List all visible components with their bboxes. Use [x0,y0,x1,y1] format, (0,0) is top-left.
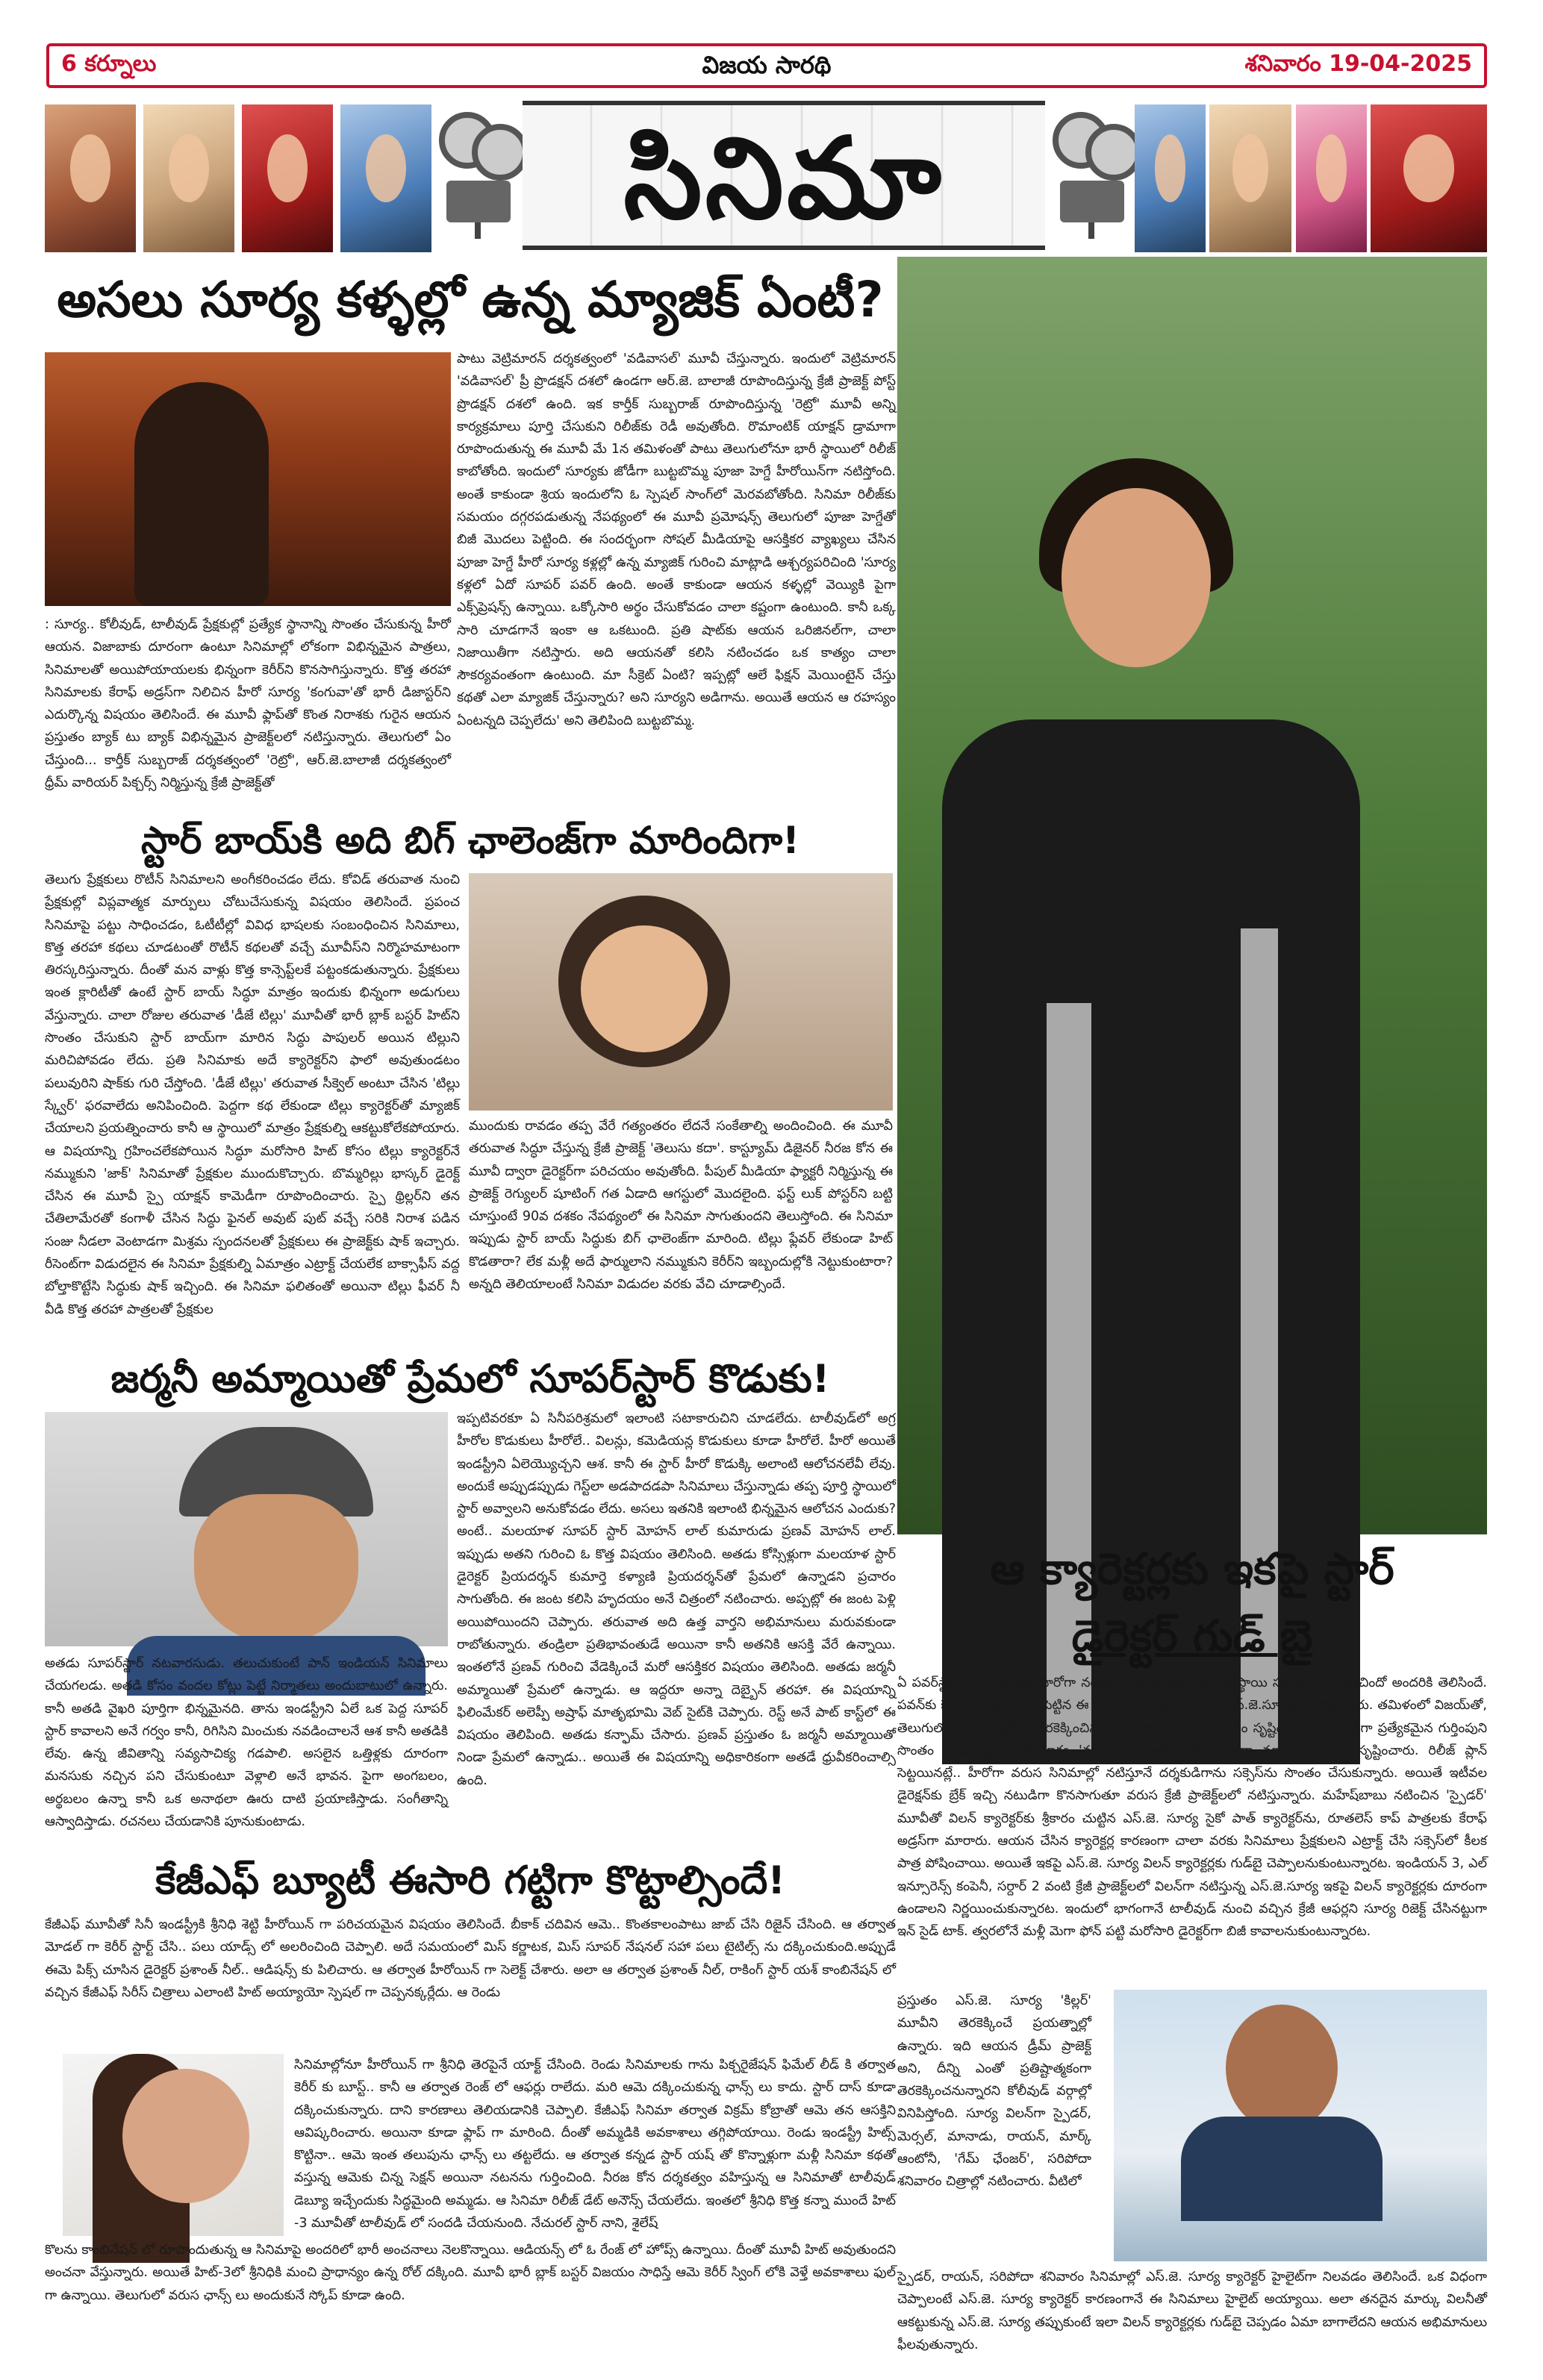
banner-photo-5 [1135,104,1206,252]
suriya-photo [45,352,451,606]
sj-suryah-photo [1114,1990,1487,2261]
article1-headline: అసలు సూర్య కళ్ళల్లో ఉన్న మ్యాజిక్ ఏంటీ? [57,271,884,328]
header-strip [46,43,1487,88]
article5-headline-line1: ఆ క్యారెక్టర్లకు ఇకపై స్టార్ [990,1543,1394,1594]
sidhu-photo [469,873,893,1111]
pranav-photo [45,1412,448,1646]
article5-headline-line2: డైరెక్టర్ గుడ్ బై [1071,1611,1313,1661]
banner-photo-4 [340,104,431,252]
issue-date: శనివారం 19-04-2025 [1244,51,1472,77]
article5-body-intro: ఏ పవర్‌స్టార్ పవన్ కళ్యాణ్ హీరోగా నటించిన 'ఖుషీ' తెలుగులో ఏ స్థాయి సంచలనం సృష్టించిందో అందరికి తెలిసిందే. పవన్‌కు కెరీర్‌మలుపుని తెచ్చిపెట్టిన ఈ మూవీని తమిళ దర్శకుడు ఎస్.జె.సూర్య తెరకెక్కించారు. తమిళంలో విజయ్‌తో, తెలుగులో పవన్‌కల్యాణ్‌తో తెరకెక్కించిన రెండు భాషల్లోనూ సంచలనం సృష్టించారు. దర్శకుడిగా ప్రత్యేకమైన గుర్తింపుని సొంతం చేసుకున్న ఎస్.జె.సూర్య 'న్యూ' సినిమాతో హీరోగా కూడా మారి సంచలనం సృష్టించారు. రిలీజ్ ప్లాన్ సెట్టయినట్లే.. హీరోగా వరుస సినిమాల్లో నటిస్తూనే దర్శకుడిగాను సక్సెస్‌ను సొంతం చేసుకున్నారు. అయితే ఇటీవల డైరెక్షన్‌కు బ్రేక్ ఇచ్చి నటుడిగా కొనసాగుతూ వరుస క్రేజీ ప్రాజెక్ట్‌లలో నటిస్తున్నారు. మహేష్‌బాబు నటించిన 'స్పైడర్' మూవీతో విలన్ క్యారెక్టర్‌కు శ్రీకారం చుట్టిన ఎస్.జె. సూర్య సైకో పాత్ క్యారెక్టర్‌ను, రూతలెస్ కాప్ పాత్రలకు కేరాఫ్ అడ్రస్‌గా మారారు. ఆయన చేసిన క్యారెక్టర్ల కారణంగా చాలా వరకు సినిమాలు ప్రేక్షకులని ఎట్రాక్ట్ చేసి సక్సెస్‌లో కీలక పాత్ర పోషించాయి. అయితే ఇకపై ఎస్.జె. సూర్య విలన్ క్యారెక్టర్లకు గుడ్‌బై చెప్పాలనుకుంటున్నారట. ఇండియన్ 3, ఎల్ ఇన్సూరెన్స్ కంపెనీ, సర్దార్ 2 వంటి క్రేజీ ప్రాజెక్ట్‌లలో విలన్‌గా నటిస్తున్న ఎస్.జె.సూర్య ఇకపై విలన్ క్యారెక్టర్లకు దూరంగా ఉండాలని నిర్ణయించుకున్నారట. ఇందులో భాగంగానే టాలీవుడ్ నుంచి వచ్చిన క్రేజీ ఆఫర్లని సూర్య రిజెక్ట్ చేసినట్టుగా ఇన్ సైడ్ టాక్. త్వరలోనే మళ్లీ మెగా ఫోన్ పట్టి మరోసారి డైరెక్టర్‌గా బిజీ కావాలనుకుంటున్నారట. [897,1675,1488,1940]
article1-body-left: : సూర్య.. కోలీవుడ్, టాలీవుడ్ ప్రేక్షకుల్లో ప్రత్యేక స్థానాన్ని సొంతం చేసుకున్న హీరో ఆయన. విజాబాకు దూరంగా ఉంటూ సినిమాల్లో లోకంగా విభిన్నమైన పాత్రలు, సినిమాలతో అయిపోయాయలకు భిన్నంగా కెరీర్‌ని కొనసాగిస్తున్నారు. కొత్త తరహా సినిమాలకు కేరాఫ్ అడ్రస్‌గా నిలిచిన హీరో సూర్య 'కంగువా'తో భారీ డిజాస్టర్‌ని ఎదుర్కొన్న విషయం తెలిసిందే. ఈ మూవీ ఫ్లాప్‌తో కొంత నిరాశకు గురైన ఆయన ప్రస్తుతం బ్యాక్ టు బ్యాక్ విభిన్నమైన ప్రాజెక్ట్‌లలో నటిస్తున్నారు. తెలుగులో ఏం చేస్తుంది... కార్తీక్ సుబ్బరాజ్ దర్శకత్వంలో 'రెట్రో', ఆర్.జె.బాలాజీ దర్శకత్వంలో ధ్రీమ్ వారియర్ పిక్చర్స్ నిర్మిస్తున్న క్రేజీ ప్రాజెక్ట్‌తో [45,617,451,791]
banner-photo-8 [1371,104,1487,252]
article3-body-left: అతడు సూపర్‌స్టార్ నటవారసుడు. తలుచుకుంటే పాన్ ఇండియన్ సినిమాలు చేయగలడు. అతడి కోసం వందల కోట్లు పెట్టే నిర్మాతలు అందుబాటులో ఉన్నారు. కానీ అతడి వైఖరి పూర్తిగా భిన్నమైనది. తాను ఇండస్ట్రీని ఏలే ఒక పెద్ద సూపర్ స్టార్ కావాలని అనే గర్వం కానీ, రిగిసిని మించుకు నవడించాలనే ఆశ కానీ అతడికి లేవు. ఉన్న జీవితాన్ని సవ్యసాచిక్య గడపాలి. అసలైన ఒత్తిళ్లకు దూరంగా మనసుకు నచ్చిన పని చేసుకుంటూ వెళ్లాలి అనే భావన. పైగా అంగబలం, అర్థబలం ఉన్నా కానీ ఒక అనాథలా ఊరు దాటి ప్రయాణిస్తాడు. సంగీతాన్ని ఆస్వాదిస్తాడు. రచనలు చేయడానికి పూనుకుంటాడు. [45,1656,448,1830]
section-title-cinema [523,101,1045,250]
banner-photo-1 [45,104,136,252]
actress-saree-photo [897,257,1487,1534]
article4-body-outro: కొలను కాంబినేషన్ లో రూపొందుతున్న ఆ సినిమాపై అందరిలో భారీ అంచనాలు నెలకొన్నాయి. ఆడియన్స్ లో ఓ రేంజ్ లో హోప్స్ ఉన్నాయి. దీంతో మూవీ హిట్ అవుతుందని అంచనా వేస్తున్నారు. అయితే హిట్-3లో శ్రీనిధికి మంచి ప్రాధాన్యం ఉన్న రోల్ దక్కింది. మూవీ భారీ బ్లాక్ బస్టర్ విజయం సాధిస్తే ఆమె కెరీర్ స్వింగ్ లోకి వెళ్తే అవకాశాలు ఫుల్ గా ఉన్నాయి. తెలుగులో వరుస ఛాన్స్ లు అందుకునే స్కోప్ కూడా ఉంది. [45,2243,896,2303]
banner-photo-6 [1209,104,1291,252]
film-projector-icon [439,112,520,239]
article4-headline: కేజీఎఫ్ బ్యూటీ ఈసారి గట్టిగా కొట్టాల్సిందే! [155,1858,785,1903]
article2-headline: స్టార్ బాయ్‌కి అది బిగ్ ఛాలెంజ్‌గా మారిందిగా! [141,819,799,862]
article3-headline: జర్మనీ అమ్మాయితో ప్రేమలో సూపర్‌స్టార్ కొడుకు! [110,1357,830,1402]
banner-photo-3 [242,104,333,252]
banner-photo-7 [1296,104,1367,252]
article3-body-right: ఇప్పటివరకూ ఏ సినీపరిశ్రమలో ఇలాంటి సటాకారుచిని చూడలేదు. టాలీవుడ్‌లో అగ్ర హీరోల కొడుకులు హీరోలే.. విలన్లు, కమెడియన్ల కొడుకులు కూడా హీరోలే. హీరో అయితే ఇండస్ట్రీని ఏలెయ్యొచ్చని ఆశ. కానీ ఈ స్టార్ హీరో కొడుక్కి అలాంటి ఆలోచనలేవీ లేవు. అందుకే అప్పుడప్పుడు గెస్ట్‌లా అడపాదడపా సినిమాలు చేస్తున్నాడు తప్ప పూర్తి స్థాయిలో స్టార్ అవ్వాలని అనుకోవడం లేదు. అసలు ఇతనికి ఇలాంటి భిన్నమైన ఆలోచన ఎందుకు? అంటే.. మలయాళ సూపర్ స్టార్ మోహన్ లాల్ కుమారుడు ప్రణవ్ మోహన్ లాల్. ఇప్పుడు అతని గురించి ఓ కొత్త విషయం తెలిసింది. అతడు కోస్సిళ్లుగా మలయాళ స్టార్ డైరెక్టర్ ప్రియదర్శన్ కుమార్తె కళ్యాణి ప్రియదర్శన్‌తో ప్రేమలో ఉన్నాడని ప్రచారం సాగుతోంది. ఈ జంట కలిసి హృదయం అనే చిత్రంలో నటించారు. అప్పట్లో ఈ జంట పెళ్లి అయిపోయిందని చెప్పారు. తరువాత అది ఉత్త వార్తని అభిమానులు మరువకుండా రాబోతున్నారు. తండ్రిలా ప్రతిభావంతుడే అయినా కానీ అతనికి ఆసక్తి వేరే ఉన్నాయి. ఇంతలోనే ప్రణవ్ గురించి వేడెక్కించే మరో ఆసక్తికర విషయం తెలిసింది. అతడు జర్మనీ అమ్మాయితో ప్రేమలో ఉన్నాడు. ఆ ఇద్దరూ అన్నా దెబ్బైన్ తరహా. ఈ విషయాన్ని ఫిలింమేకర్ అలెప్పీ అష్రాఫ్ మాతృభూమి వెబ్ సైట్‌కి చెప్పారు. రెస్ట్ అనే పాట్ కాస్ట్‌లో ఈ విషయం తెలిపింది. అతడు కన్ఫామ్ చేసారు. ప్రణవ్ ప్రస్తుతం ఓ జర్మనీ అమ్మాయితో నిండా ప్రేమలో ఉన్నాడు.. అయితే ఈ విషయాన్ని అధికారికంగా అతడే ధ్రువీకరించాల్సి ఉంది. [457,1411,896,1788]
newspaper-name: విజయ సారథి [702,51,832,79]
sreenidhi-photo [63,2054,284,2236]
film-projector-icon [1053,112,1133,239]
page-label: 6 కర్నూలు [61,51,157,77]
banner-photo-2 [143,104,234,252]
section-title-text: సినిమా [623,113,944,244]
article2-body-right: ముందుకు రావడం తప్ప వేరే గత్యంతరం లేదనే సంకేతాల్ని అందించింది. ఈ మూవీ తరువాత సిద్ధూ చేస్తున్న క్రేజీ ప్రాజెక్ట్ 'తెలుసు కదా'. కాస్ట్యూమ్ డిజైనర్ నీరజ కోన ఈ మూవీ ద్వారా డైరెక్టర్‌గా పరిచయం అవుతోంది. పీపుల్ మీడియా ఫ్యాక్టరీ నిర్మిస్తున్న ఈ ప్రాజెక్ట్ రెగ్యులర్ షూటింగ్ గత ఏడాది ఆగస్టులో మొదలైంది. ఫస్ట్ లుక్ పోస్టర్‌ని బట్టి చూస్తుంటే 90వ దశకం నేపథ్యంలో ఈ సినిమా సాగుతుందని తెలుస్తోంది. ఈ సినిమా ఇప్పుడు స్టార్ బాయ్ సిద్ధుకు బిగ్ ఛాలెంజ్‌గా మారింది. టిల్లు ఫ్లేవర్ లేకుండా హిట్ కొడతారా? లేక మళ్లీ అదే ఫార్ములాని నమ్ముకుని కెరీర్‌ని ఇబ్బందుల్లోకి నెట్టుకుంటారా? అన్నది తెలియాలంటే సినిమా విడుదల వరకు వేచి చూడాల్సిందే. [469,1119,893,1293]
article1-body-right: పాటు వెట్రిమారన్ దర్శకత్వంలో 'వడివాసల్' మూవీ చేస్తున్నారు. ఇందులో వెట్రిమారన్ 'వడివాసల్' ప్రీ ప్రొడక్షన్ దశలో ఉండగా ఆర్.జె. బాలాజీ రూపొందిస్తున్న క్రేజీ ప్రాజెక్ట్ పోస్ట్ ప్రొడక్షన్ దశలో ఉంది. ఇక కార్తీక్ సుబ్బరాజ్ రూపొందిస్తున్న 'రెట్రో' మూవీ అన్ని కార్యక్రమాలు పూర్తి చేసుకుని రిలీజ్‌కు రెడీ అవుతోంది. రొమాంటిక్ యాక్షన్ డ్రామాగా రూపొందుతున్న ఈ మూవీ మే 1న తమిళంతో పాటు తెలుగులోనూ భారీ స్థాయిలో రిలీజ్ కాబోతోంది. ఇందులో సూర్యకు జోడీగా బుట్టబొమ్మ పూజా హెగ్డే హీరోయిన్‌గా నటిస్తోంది. అంతే కాకుండా శ్రియ ఇందులోని ఓ స్పెషల్ సాంగ్‌లో మెరవబోతోంది. సినిమా రిలీజ్‌కు సమయం దగ్గరపడుతున్న నేపథ్యంలో ఈ మూవీ ప్రమోషన్స్ తెలుగులో పూజా హెగ్డే‌తో బిజీ మొదలు పెట్టింది. ఈ సందర్భంగా సోషల్ మీడియాపై ఆసక్తికర వ్యాఖ్యలు చేసిన పూజా హెగ్డే హీరో సూర్య కళ్లల్లో ఉన్న మ్యాజిక్ గురించి మాట్లాడి ఆశ్చర్యపరిచింది 'సూర్య కళ్లలో ఏదో సూపర్ పవర్ ఉంది. అంతే కాకుండా ఆయన కళ్ళల్లో వెయ్యికి పైగా ఎక్స్‌ప్రెషన్స్ ఉన్నాయి. ఒక్కోసారి అర్థం చేసుకోవడం చాలా కష్టంగా ఉంటుంది. కానీ ఒక్క సారి చూడగానే ఇంకా ఆ ఒకటుంది. ప్రతి షాట్‌కు ఆయన ఒరిజినల్‌గా, చాలా నిజాయితీగా నటిస్తారు. అది ఆయనతో కలిసి నటించడం ఒక కాత్యం చాలా సౌకర్యవంతంగా ఉంటుంది. మా సీక్రెట్ ఏంటి? ఇప్పట్లో ఆలే ఫిక్షన్ మెయింటైన్ చేస్తు కథతో ఎలా మ్యాజిక్ చేస్తున్నారు? అని సూర్యని అడిగాను. అయితే ఆయన ఆ రహస్యం ఏంటన్నది చెప్పలేదు' అని తెలిపింది బుట్టబొమ్మ. [457,352,896,728]
article4-body-intro: కేజీఎఫ్ మూవీతో సినీ ఇండస్ట్రీకి శ్రీనిధి శెట్టి హీరోయిన్ గా పరిచయమైన విషయం తెలిసిందే. బీకాక్ చదివిన ఆమె.. కొంతకాలంపాటు జాబ్ చేసి రిజైన్ చేసింది. ఆ తర్వాత మోడల్ గా కెరీర్ స్టార్ట్ చేసి.. పలు యాడ్స్ లో అలరించింది చెప్పాలి. అదే సమయంలో మిస్ కర్ణాటక, మిస్ సూపర్ నేషనల్ సహా పలు టైటిల్స్ ను దక్కించుకుంది.అప్పుడే ఈమె పిక్స్ చూసిన డైరెక్టర్ ప్రశాంత్ నీల్.. ఆడిషన్స్ కు పిలిచారు. ఆ తర్వాత హీరోయిన్ గా సెలెక్ట్ చేశారు. అలా ఆ తర్వాత ప్రశాంత్ నీల్, రాకింగ్ స్టార్ యశ్ కాంబినేషన్ లో వచ్చిన కేజీఎఫ్ సిరీస్ చిత్రాలు ఎలాంటి హిట్ అయ్యాయో స్పెషల్ గా చెప్పనక్కర్లేదు. ఆ రెండు [45,1917,896,2000]
article2-body-left: తెలుగు ప్రేక్షకులు రొటీన్ సినిమాలని అంగీకరించడం లేదు. కోవిడ్ తరువాత నుంచి ప్రేక్షకుల్లో విప్లవాత్మక మార్పులు చోటుచేసుకున్న విషయం తెలిసిందే. ప్రపంచ సినిమాపై పట్టు సాధించడం, ఓటీటీల్లో వివిధ భాషలకు సంబంధించిన సినిమాలు, కొత్త తరహా కథలు చూడటంతో రొటీన్ కథలతో వచ్చే మూవీస్‌ని నిర్మొహమాటంగా తిరస్కరిస్తున్నారు. దీంతో మన వాళ్లు కొత్త కాన్సెప్ట్‌లకే పట్టంకడుతున్నారు. ప్రేక్షకులు ఇంత క్లారిటీతో ఉంటే స్టార్ బాయ్ సిద్ధూ మాత్రం ఇందుకు భిన్నంగా అడుగులు వేస్తున్నారు. చాలా రోజుల తరువాత 'డీజే టిల్లు' మూవీతో భారీ బ్లాక్ బస్టర్ హిట్‌ని సొంతం చేసుకుని స్టార్ బాయ్‌గా మారిన సిద్ధు పాపులర్ అయిన టిల్లుని మరిచిపోవడం లేదు. ప్రతి సినిమాకు అదే క్యారెక్టర్‌ని ఫాలో అవుతుండటం పలువురిని షాక్‌కు గురి చేస్తోంది. 'డీజే టిల్లు' తరువాత సీక్వెల్ అంటూ చేసిన 'టిల్లు స్క్వేర్' ఫరవాలేదు అనిపించింది. పెద్దగా కథ లేకుండా టిల్లు క్యారెక్టర్‌తో మ్యాజిక్ చేయాలని ప్రయత్నించారు కానీ ఆ స్థాయిలో మాత్రం ప్రేక్షకుల్ని ఆకట్టుకోలేకపోయారు. ఆ విషయాన్ని గ్రహించలేకపోయిన సిద్ధూ మరోసారి హిట్ కోసం టిల్లు క్యారెక్టర్‌నే నమ్ముకుని 'జాక్' సినిమాతో ప్రేక్షకుల ముందుకొచ్చారు. బొమ్మరిల్లు భాస్కర్ డైరెక్ట్ చేసిన ఈ మూవీ స్పై యాక్షన్ కామెడీగా రూపొందించారు. స్పై థ్రిల్లర్‌ని తన చేతిలామేరతో కంగాళీ చేసిన సిద్ధు ఫైనల్ అవుట్ పుట్ వచ్చే సరికి నిరాశ పడిన సంజు నీడలా వెంటాడగా మిశ్రమ స్పందనలతో ప్రేక్షకులు ఈ ప్రాజెక్ట్‌కు షాక్ ఇచ్చారు. రీసెంట్‌గా విడుదలైన ఈ సినిమా ప్రేక్షకుల్ని ఏమాత్రం ఎట్రాక్ట్ చేయలేక బాక్సాఫీస్ వద్ద బోల్తాకొట్టేసి సిద్ధుకు షాక్ ఇచ్చింది. ఈ సినిమా ఫలితంతో అయినా టిల్లు ఫీవర్ నీ వీడి కొత్త తరహా పాత్రలతో ప్రేక్షకుల [45,872,460,1317]
article4-body-right: సినిమాల్లోనూ హీరోయిన్ గా శ్రీనిధి తెరపైనే యాక్ట్ చేసింది. రెండు సినిమాలకు గాను పిక్చరైజేషన్ ఫిమేల్ లీడ్ కి తర్వాత కెరీర్ కు బూస్ట్.. కానీ ఆ తర్వాత రెంజ్ లో ఆఫర్లు రాలేదు. మరి ఆమె దక్కించుకున్న ఛాన్స్ లు కాదు. స్టార్ దాస్ కూడా దక్కించుకున్నారు. దాని కారణాలు తెలియడానికి చెప్పాలి. కేజీఎఫ్ సినిమా తర్వాత విక్రమ్ కోబ్రాతో ఆమె తన ఆసక్తిని ఆవిష్కరించారు. అయినా కూడా ఫ్లాప్ గా మారింది. దీంతో అమ్మడికి అవకాశాలు తగ్గిపోయాయి. రెండు ఇండస్ట్రీ హిట్స్ కొట్టినా.. ఆమె ఇంత తలుపును ఛాన్స్ లు తట్టలేదు. ఆ తర్వాత కన్నడ స్టార్ యష్ తో కొన్నాళ్లుగా మళ్లీ సినిమా కథతో వస్తున్న ఆమెకు చిన్న సెక్షన్ అయినా నటనను గుర్తించింది. నీరజ కోన దర్శకత్వం వహిస్తున్న ఆ సినిమాతో టాలీవుడ్ డెబ్యూ ఇచ్చేందుకు సిద్ధమైంది అమ్మడు. ఆ సినిమా రిలీజ్ డేట్ అనౌన్స్ చేయలేదు. ఇంతలో శ్రీనిధి కొత్త కన్నా ముందే హిట్ -3 మూవీతో టాలీవుడ్ లో సందడి చేయనుంది. నేచురల్ స్టార్ నాని, శైలేష్ [294,2058,896,2231]
article5-body-left: ప్రస్తుతం ఎస్.జె. సూర్య 'కిల్లర్' మూవీని తెరకెక్కించే ప్రయత్నాల్లో ఉన్నారు. ఇది ఆయన డ్రీమ్ ప్రాజెక్ట్ అని, దీన్ని ఎంతో ప్రతిష్టాత్మకంగా తెరకెక్కించనున్నారని కోలీవుడ్ వర్గాల్లో వినిపిస్తోంది. సూర్య విలన్‌గా స్పైడర్, మెర్సల్, మానాడు, రాయన్, మార్క్ ఆంటోనీ, 'గేమ్ ఛేంజర్', సరిపోదా శనివారం చిత్రాల్లో నటించారు. వీటిలో [897,1993,1091,2190]
article5-body-outro: స్పైడర్, రాయన్, సరిపోదా శనివారం సినిమాల్లో ఎస్.జె. సూర్య క్యారెక్టర్ హైలైట్‌గా నిలవడం తెలిసిందే. ఒక విధంగా చెప్పాలంటే ఎస్.జె. సూర్య క్యారెక్టర్ కారణంగానే ఈ సినిమాలు హైలైట్ అయ్యాయి. అలా తనదైన మార్కు విలనీతో ఆకట్టుకున్న ఎస్.జె. సూర్య తప్పుకుంటే ఇలా విలన్ క్యారెక్టర్లకు గుడ్‌బై చెప్పడం ఏమా బాగాలేదని ఆయన అభిమానులు ఫీలవుతున్నారు. [897,2270,1487,2352]
